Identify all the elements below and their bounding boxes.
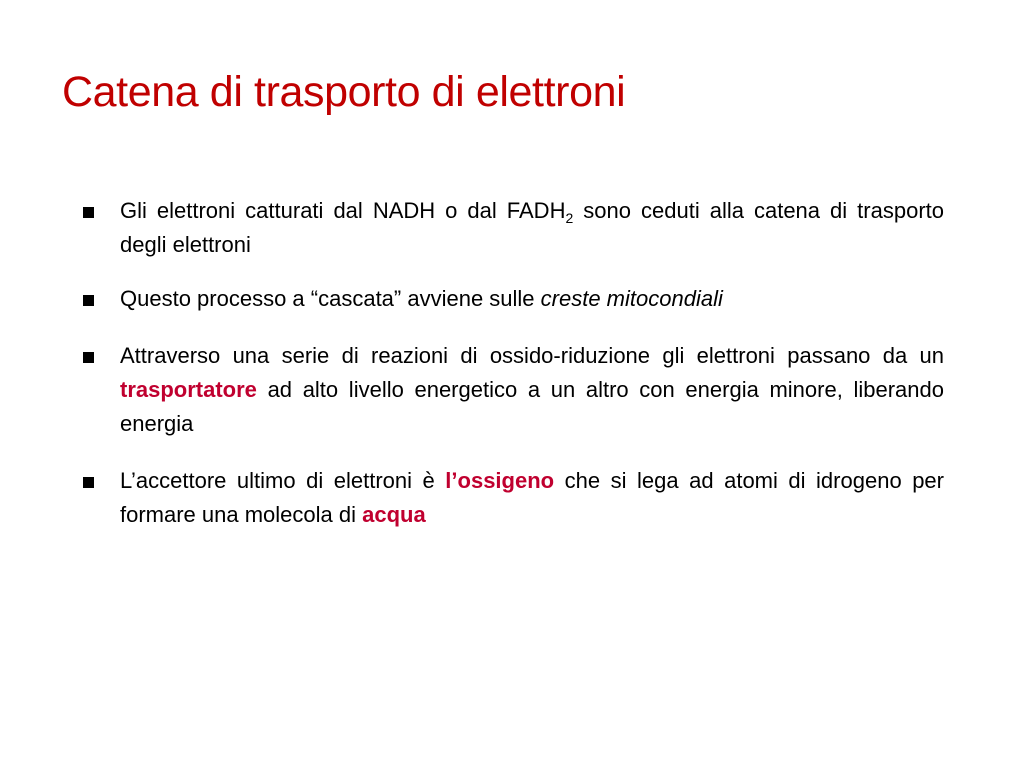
bullet-item [80, 282, 944, 316]
text-run: Questo processo a “cascata” avviene sulle [120, 286, 541, 311]
italic-run: creste mitocondiali [540, 286, 723, 311]
text-run: Attraverso una serie di reazioni di ossido-riduzione gli elettroni passano da un [120, 343, 944, 368]
square-bullet-icon [83, 352, 94, 363]
text-run: Gli elettroni catturati dal NADH o dal FADH [120, 198, 566, 223]
square-bullet-icon [83, 207, 94, 218]
text-run: che si lega ad atomi di idrogeno per formare una molecola di [120, 468, 944, 527]
bullet-text [120, 468, 944, 527]
bullet-text [120, 198, 944, 257]
square-bullet-icon [83, 477, 94, 488]
text-run: ad alto livello energetico a un altro con energia minore, liberando energia [120, 377, 944, 436]
bullet-list [80, 194, 944, 552]
bullet-item [80, 339, 944, 441]
bullet-item [80, 194, 944, 262]
text-run: L’accettore ultimo di elettroni è [120, 468, 446, 493]
emphasis-run: trasportatore [120, 377, 257, 402]
emphasis-run: l’ossigeno [445, 468, 555, 493]
bullet-item [80, 464, 944, 532]
subscript-run: 2 [565, 210, 574, 226]
text-run: sono ceduti alla catena di trasporto degli elettroni [120, 198, 944, 257]
bullet-text [120, 286, 723, 311]
square-bullet-icon [83, 295, 94, 306]
bullet-text [120, 343, 944, 436]
slide-title: Catena di trasporto di elettroni [62, 68, 626, 116]
emphasis-run: acqua [362, 502, 426, 527]
